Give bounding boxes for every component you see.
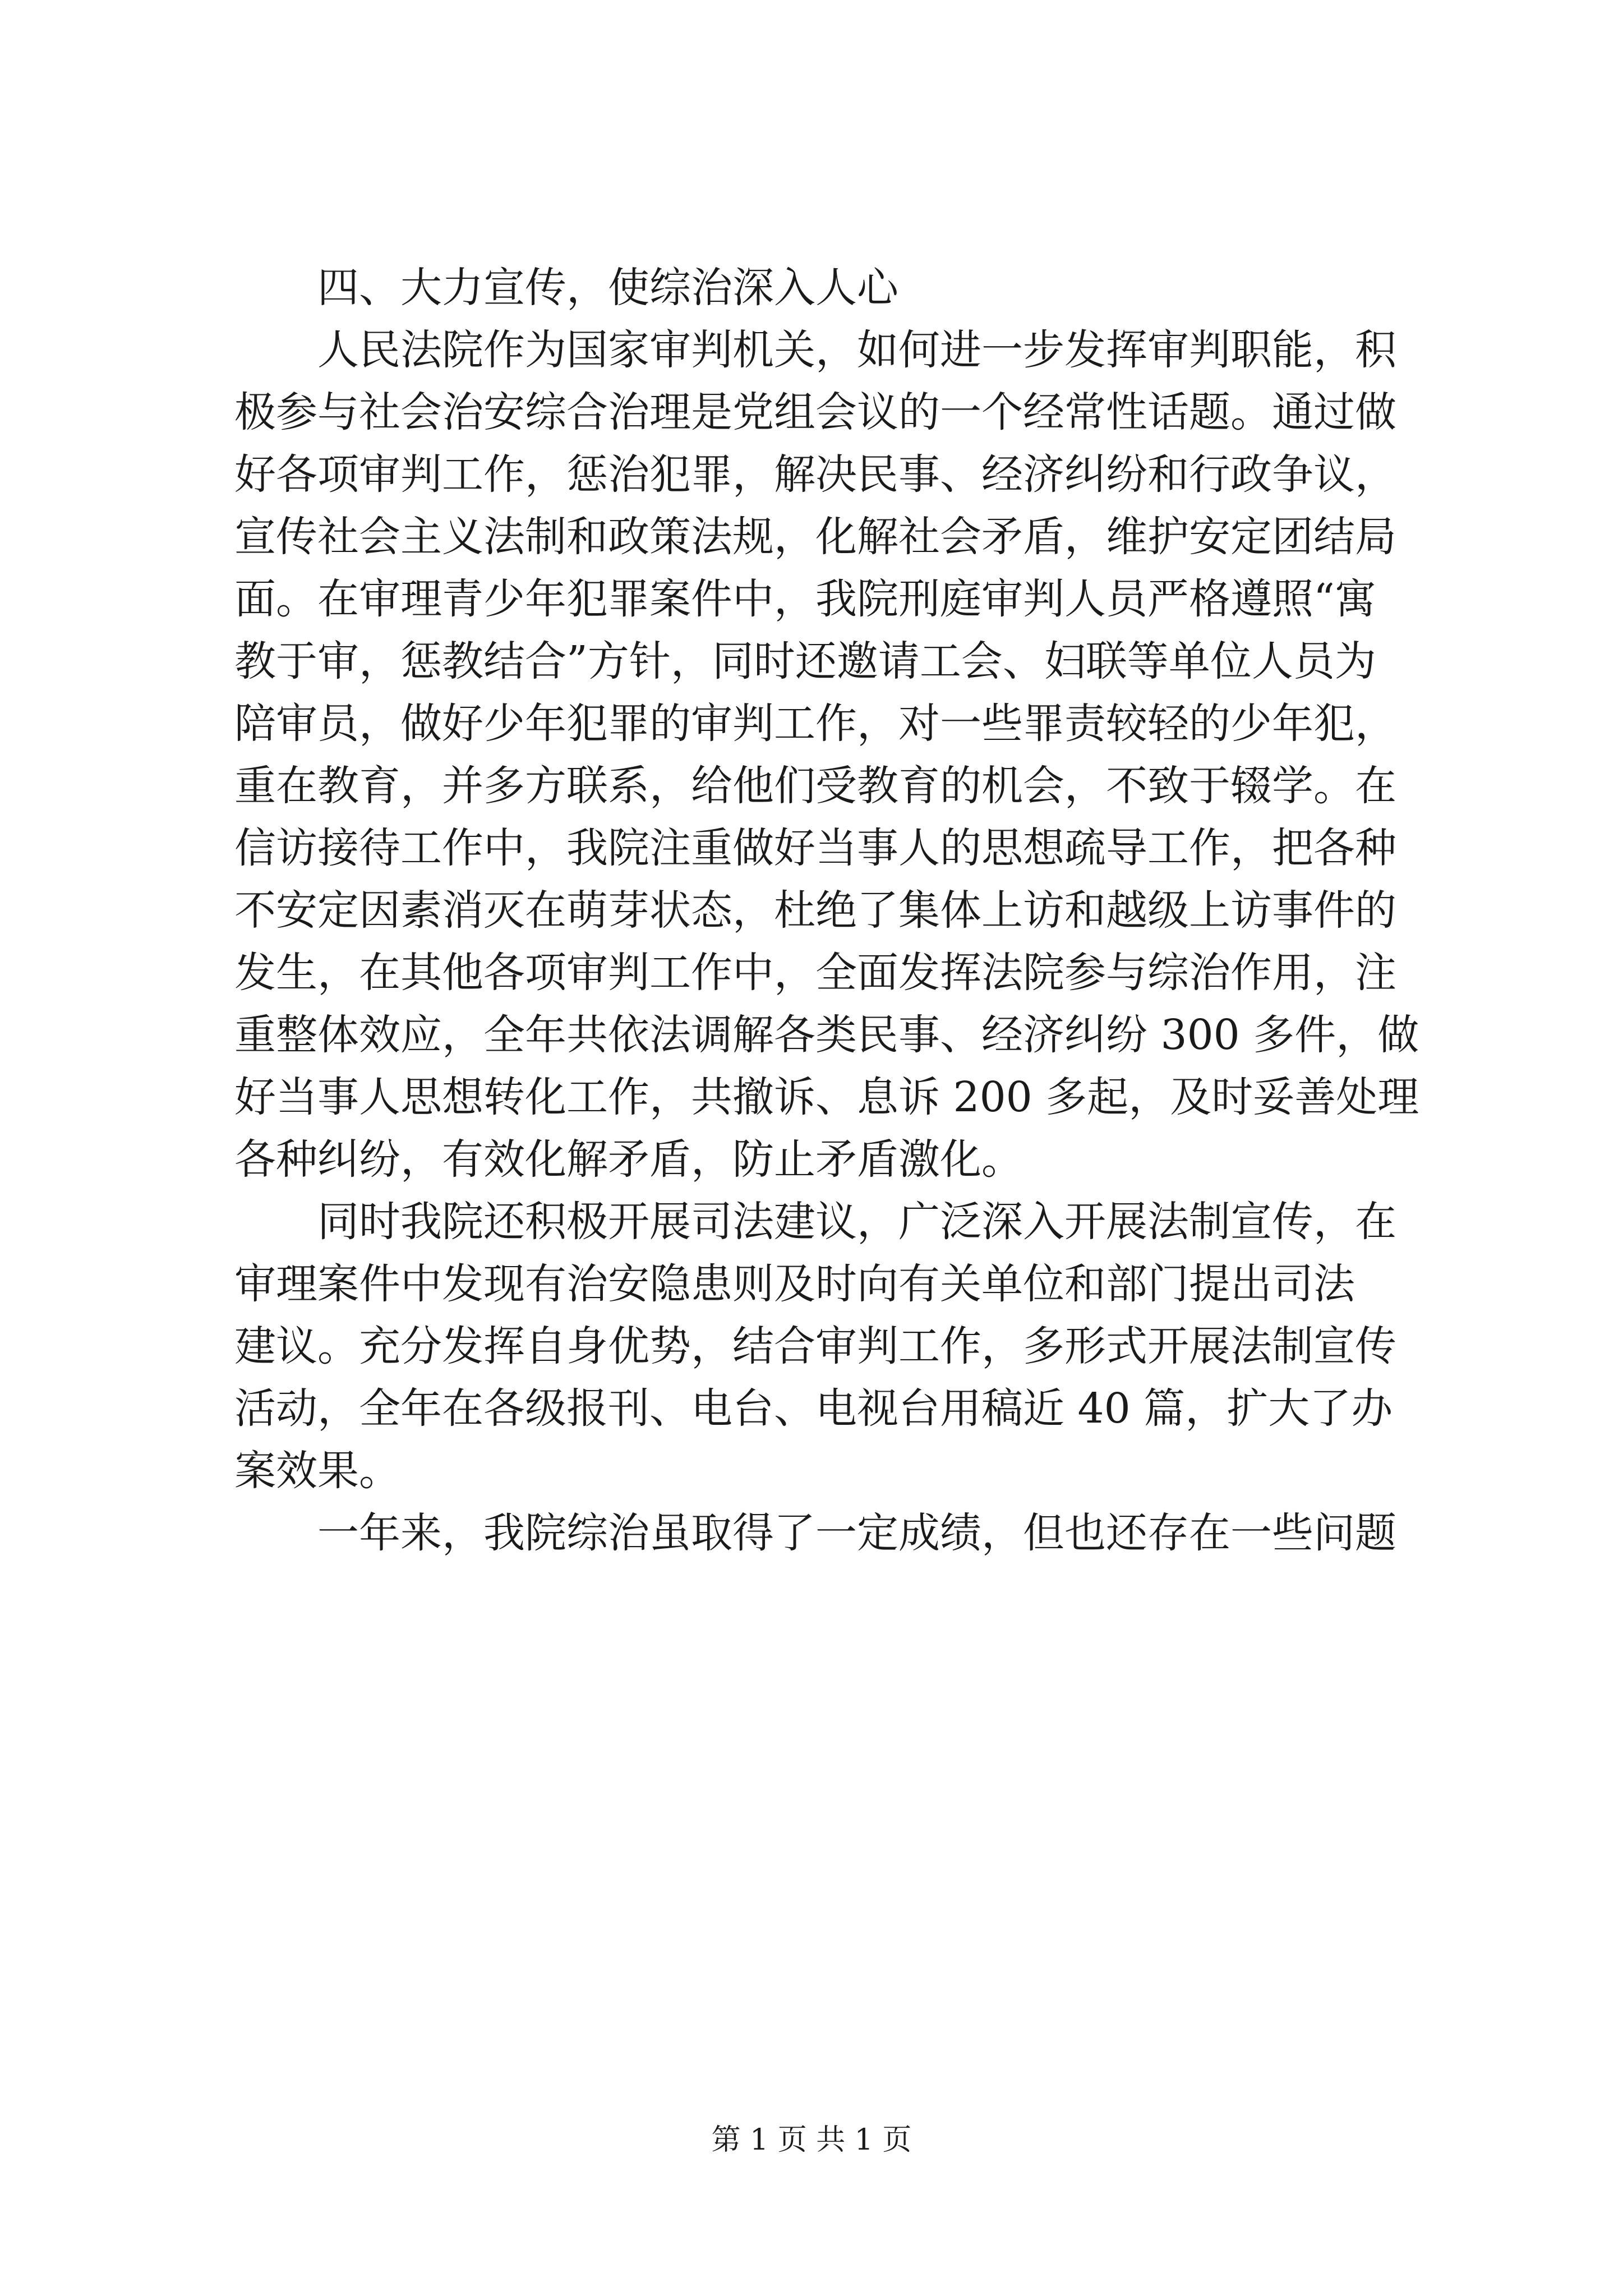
paragraph-1 (234, 319, 1418, 1191)
text-line: 教于审，惩教结合”方针，同时还邀请工会、妇联等单位人员为 (234, 637, 1376, 685)
document-body (234, 257, 1418, 1565)
text-line: 案效果。 (234, 1447, 400, 1495)
text-line: 宣传社会主义法制和政策法规，化解社会矛盾，维护安定团结局 (234, 513, 1396, 561)
text-line: 建议。充分发挥自身优势，结合审判工作，多形式开展法制宣传 (234, 1322, 1396, 1370)
section-heading: 四、大力宣传，使综治深入人心 (317, 264, 898, 312)
text-line: 面。在审理青少年犯罪案件中，我院刑庭审判人员严格遵照“寓 (234, 575, 1376, 623)
text-line: 人民法院作为国家审判机关，如何进一步发挥审判职能，积 (317, 326, 1396, 374)
text-line: 重整体效应，全年共依法调解各类民事、经济纠纷 300 多件，做 (234, 1011, 1419, 1059)
text-line: 一年来，我院综治虽取得了一定成绩，但也还存在一些问题 (317, 1509, 1396, 1557)
text-line: 不安定因素消灭在萌芽状态，杜绝了集体上访和越级上访事件的 (234, 886, 1396, 935)
page-footer: 第 1 页 共 1 页 (711, 2123, 912, 2157)
text-line: 活动，全年在各级报刊、电台、电视台用稿近 40 篇，扩大了办 (234, 1384, 1393, 1433)
text-line: 好当事人思想转化工作，共撤诉、息诉 200 多起，及时妥善处理 (234, 1073, 1419, 1121)
text-line: 审理案件中发现有治安隐患则及时向有关单位和部门提出司法 (234, 1260, 1355, 1308)
text-line: 各种纠纷，有效化解矛盾，防止矛盾激化。 (234, 1135, 1023, 1184)
text-line: 同时我院还积极开展司法建议，广泛深入开展法制宣传，在 (317, 1198, 1396, 1246)
text-line: 好各项审判工作，惩治犯罪，解决民事、经济纠纷和行政争议， (234, 450, 1396, 499)
text-line: 陪审员，做好少年犯罪的审判工作，对一些罪责较轻的少年犯， (234, 700, 1396, 748)
paragraph-2 (234, 1191, 1418, 1502)
text-line: 信访接待工作中，我院注重做好当事人的思想疏导工作，把各种 (234, 824, 1396, 872)
paragraph-3 (234, 1502, 1418, 1565)
text-line: 重在教育，并多方联系，给他们受教育的机会，不致于辍学。在 (234, 762, 1396, 810)
text-line: 发生，在其他各项审判工作中，全面发挥法院参与综治作用，注 (234, 949, 1396, 997)
text-line: 极参与社会治安综合治理是党组会议的一个经常性话题。通过做 (234, 388, 1396, 436)
